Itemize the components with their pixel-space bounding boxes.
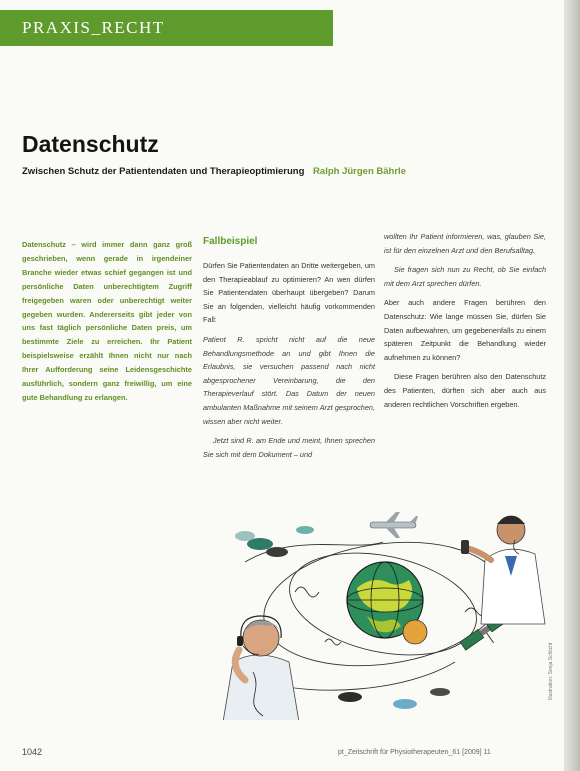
column-paragraph: Sie fragen sich nun zu Recht, ob Sie einfach mit dem Arzt sprechen dürfen. (384, 265, 546, 288)
globe-communication-illustration (205, 492, 549, 720)
man-on-phone-figure (461, 516, 545, 624)
column-paragraph: Diese Fragen berühren also den Datenschutz des Patienten, dürften sich aber auch aus anderen rechtlichen Vorschriften ergeben. (384, 372, 546, 409)
case-paragraph: Patient R. spricht nicht auf die neue Behandlungsmethode an und gibt Ihnen die Erlaubnis, sie versuchen passend nach nicht abgesprochener Vereinbarung, die den Therapieverlauf stört. Das Datum der neuen ambulanten Maßnahme mit seinem Arzt gesprochen, wissen aber nicht weiter. (203, 334, 375, 426)
illustration-credit: Illustration: Sonja Schlicht (548, 642, 554, 700)
page-number: 1042 (22, 747, 43, 757)
text-column-3 (384, 230, 546, 417)
section-banner (0, 10, 333, 46)
case-heading: Fallbeispiel (203, 236, 258, 247)
woman-with-headset-figure (223, 616, 299, 720)
case-paragraph: Jetzt sind R. am Ende und meint, Ihnen sprechen Sie sich mit dem Dokument – und (203, 436, 375, 459)
case-body (203, 259, 375, 461)
column-paragraph: Aber auch andere Fragen berühren den Datenschutz: Wie lange müssen Sie, dürfen Sie Daten aufbewahren, um gegebenenfalls zu einem späteren Zeitpunkt die Behandlung wieder aufnehmen zu können? (384, 298, 546, 362)
lead-paragraph: Datenschutz – wird immer dann ganz groß geschrieben, wenn gerade in irgendeiner Branche wieder etwas schief gegangen ist und persönliche Daten unberechtigtem Zugriff freigegeben waren oder unberechtigt weiter gegeben wurden. Andererseits gibt jeder von uns fast täglich persönliche Daten preis, um bestimmte Ziele zu erreichen. Ihr Patient beispielsweise erzählt Ihnen nicht nur nach Ihrer Aufforderung seine Leidensgeschichte ausführlich, sondern ganz freiwillig, um eine gute Behandlung zu erlangen. (22, 240, 192, 402)
case-paragraph: Dürfen Sie Patientendaten an Dritte weitergeben, um den Therapieablauf zu optimieren? An wen dürfen Sie Patientendaten überhaupt übergeben? Darum Sie an folgenden, vielleicht häufig vorkommenden Fall: (203, 261, 375, 325)
article-subtitle: Zwischen Schutz der Patientendaten und Therapieoptimierung (22, 166, 305, 177)
article-author: Ralph Jürgen Bährle (313, 166, 406, 177)
globe-icon (347, 562, 427, 644)
subtitle-row (22, 166, 406, 177)
article-title: Datenschutz (22, 131, 159, 157)
section-label: PRAXIS_RECHT (22, 18, 165, 37)
column-paragraph: wollten Ihr Patient informieren, was, glauben Sie, ist für den einzelnen Arzt und den Berufsalltag. (384, 232, 546, 255)
journal-reference: pt_Zeitschrift für Physiotherapeuten_61 [2009] 11 (338, 749, 491, 756)
airplane-icon (370, 512, 418, 538)
page-edge (564, 0, 580, 771)
case-column (203, 236, 375, 467)
